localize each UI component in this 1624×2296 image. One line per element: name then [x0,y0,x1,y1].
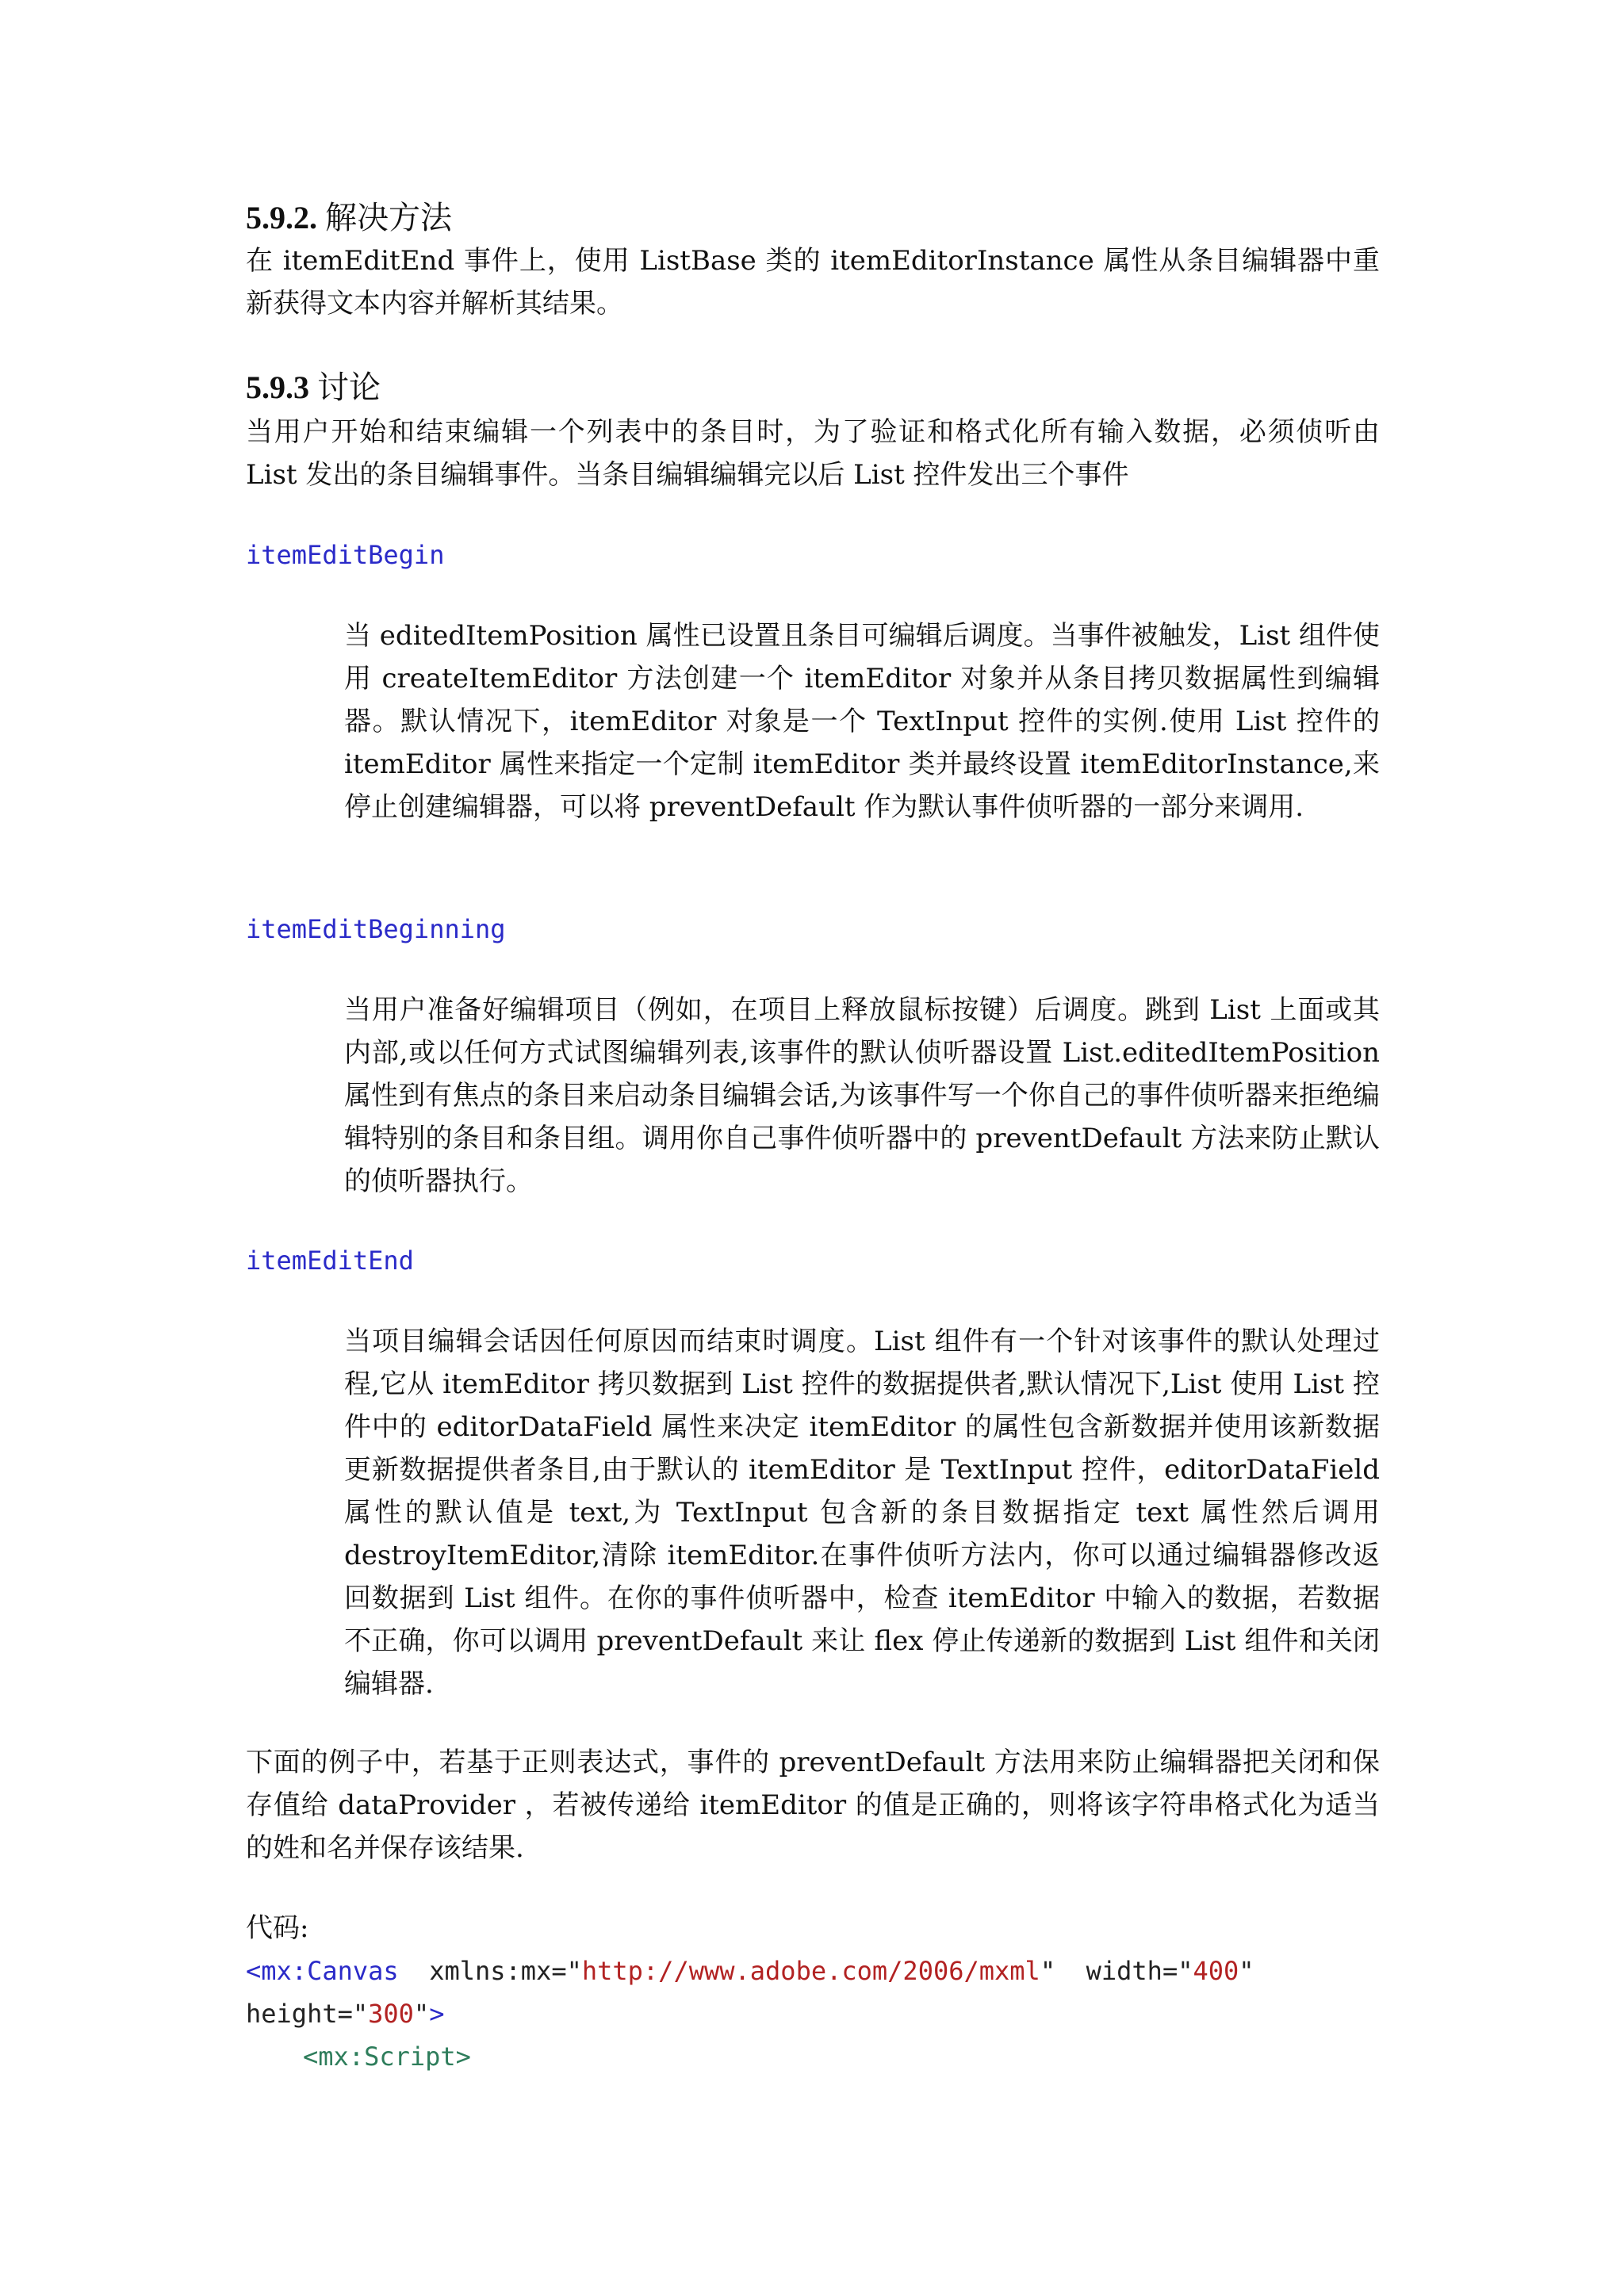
event-name-itemEditBeginning: itemEditBeginning [246,914,506,944]
event-description-itemEditEnd: 当项目编辑会话因任何原因而结束时调度。List 组件有一个针对该事件的默认处理过程,它从 itemEditor 拷贝数据到 List 控件的数据提供者,默认情况下,List 使用 List 控件中的 editorDataField 属性来决定 itemEditor 的属性包含新数据并使用该新数据更新数据提供者条目,由于默认的 itemEditor 是 TextInput 控件，editorDataField 属性的默认值是 text,为 TextInput 包含新的条目数据指定 text 属性然后调用 destroyItemEditor,清除 itemEditor.在事件侦听方法内，你可以通过编辑器修改返回数据到 List 组件。在你的事件侦听器中，检查 itemEditor 中输入的数据，若数据不正确，你可以调用 preventDefault 来让 flex 停止传递新的数据到 List 组件和关闭编辑器. [344,1326,1380,1700]
code-attr: xmlns:mx=" [429,1956,582,1986]
event-name-itemEditEnd: itemEditEnd [246,1246,414,1276]
event-description-itemEditBeginning: 当用户准备好编辑项目（例如，在项目上释放鼠标按键）后调度。跳到 List 上面或其内部,或以任何方式试图编辑列表,该事件的默认侦听器设置 List.editedItemPosition 属性到有焦点的条目来启动条目编辑会话,为该事件写一个你自己的事件侦听器来拒绝编辑特别的条目和条目组。调用你自己事件侦听器中的 preventDefault 方法来防止默认的侦听器执行。 [344,994,1380,1197]
code-string: http://www.adobe.com/2006/mxml [581,1956,1040,1986]
code-line-3 [303,2035,471,2078]
code-string: 300 [368,1999,414,2029]
event-name-itemEditBegin: itemEditBegin [246,540,445,570]
section-heading-5-9-3 [246,368,381,408]
solution-paragraph: 在 itemEditEnd 事件上，使用 ListBase 类的 itemEditorInstance 属性从条目编辑器中重新获得文本内容并解析其结果。 [246,245,1380,320]
code-tag-end: > [429,1999,445,2029]
code-tag: <mx:Script> [303,2042,471,2072]
example-intro-paragraph: 下面的例子中，若基于正则表达式，事件的 preventDefault 方法用来防止编辑器把关闭和保存值给 dataProvider ，若被传递给 itemEditor 的值是正确的，则将该字符串格式化为适当的姓和名并保存该结果. [246,1747,1380,1864]
code-line-1 [246,1950,1254,1992]
code-quote: " [1239,1956,1254,1986]
code-quote: " [1040,1956,1056,1986]
section-number: 5.9.3 [246,369,309,405]
code-attr: width=" [1086,1956,1193,1986]
code-attr: height=" [246,1999,369,2029]
discussion-intro-paragraph: 当用户开始和结束编辑一个列表中的条目时，为了验证和格式化所有输入数据，必须侦听由 List 发出的条目编辑事件。当条目编辑编辑完以后 List 控件发出三个事件 [246,416,1380,491]
section-title: 讨论 [317,369,381,405]
code-string: 400 [1193,1956,1239,1986]
code-label: 代码: [246,1912,309,1944]
code-quote: " [413,1999,430,2029]
code-line-2 [246,1992,444,2035]
code-tag: <mx:Canvas [246,1956,399,1986]
section-number: 5.9.2. [246,200,317,235]
section-heading-5-9-2 [246,198,452,238]
event-description-itemEditBegin: 当 editedItemPosition 属性已设置且条目可编辑后调度。当事件被触发，List 组件使用 createItemEditor 方法创建一个 itemEditor 对象并从条目拷贝数据属性到编辑器。默认情况下，itemEditor 对象是一个 TextInput 控件的实例.使用 List 控件的 itemEditor 属性来指定一个定制 itemEditor 类并最终设置 itemEditorInstance,来停止创建编辑器，可以将 preventDefault 作为默认事件侦听器的一部分来调用. [344,620,1380,823]
section-title: 解决方法 [325,200,452,235]
